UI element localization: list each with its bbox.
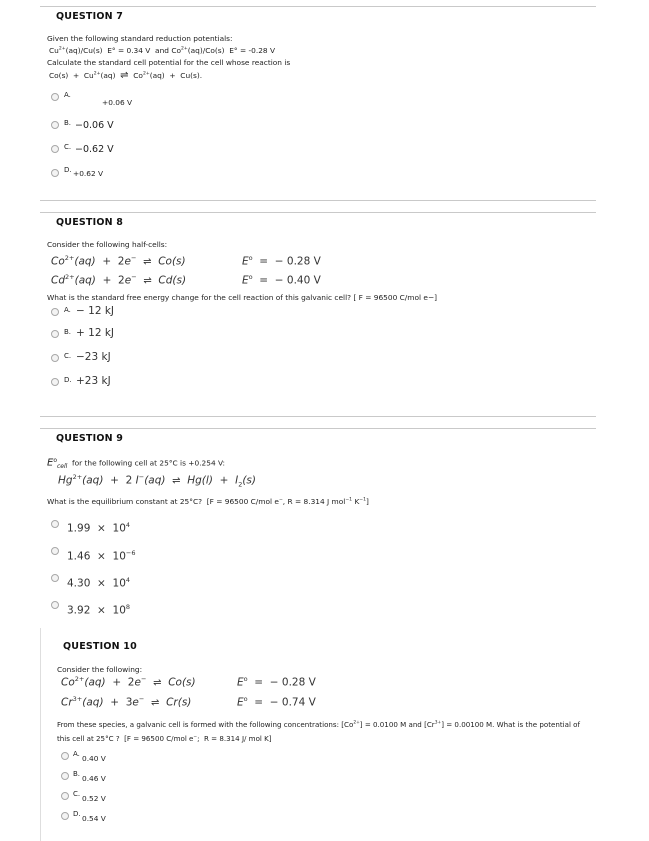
q9-option-b-radio[interactable] [51, 547, 59, 555]
q9-reaction: $Hg^{2+}(aq) + 2$ I−(aq) ⇌ $Hg(l) + I_2(s)$ [58, 473, 256, 489]
q9-option-d-radio[interactable] [51, 601, 59, 609]
q7-option-d-label: D. [64, 166, 72, 174]
q7-option-a-value: +0.06 V [102, 98, 133, 107]
q10-option-d-value: 0.54 V [82, 814, 106, 823]
q10-option-a-label: A. [73, 750, 80, 758]
q9-option-d-value: $3.92 \times 10^8$ [67, 603, 131, 617]
q10-half-cell-1: $Co^{2+}(aq) + 2e^-$ ⇌ Co(s) [61, 675, 196, 689]
q10-option-b-radio[interactable] [61, 772, 69, 780]
divider-q8 [40, 200, 596, 201]
q8-option-a-value: − 12 kJ [76, 305, 115, 317]
q10-half-cell-2: $Cr^{3+}(aq) + 3e^-$ ⇌ Cr(s) [61, 695, 192, 709]
q8-half-cell-1-potential: $E^o$ = − 0.28 V [242, 254, 321, 268]
q7-potentials: $Cu^{2+}(aq)/Cu(s) E^\circ = 0.34$ V and $Co^{2+}(aq)/Co(s) E^\circ = -0.28$ V [49, 46, 276, 55]
q10-option-b-value: 0.46 V [82, 774, 106, 783]
q7-intro: Given the following standard reduction potentials: [47, 34, 233, 43]
q8-half-cell-2-potential: $E^o$ = − 0.40 V [242, 273, 321, 287]
question-9-title: QUESTION 9 [56, 433, 124, 444]
q8-option-b-label: B. [64, 328, 72, 336]
q9-question: What is the equilibrium constant at 25°C? [F = 96500 C/mol e−, R = 8.314 J mol$^{-1}$ $K^{-1}$] [47, 497, 369, 506]
divider-q9-b [40, 428, 596, 429]
q9-option-a-radio[interactable] [51, 520, 59, 528]
q7-option-a-radio[interactable] [51, 93, 59, 101]
q10-option-c-value: 0.52 V [82, 794, 106, 803]
q8-option-d-label: D. [64, 376, 72, 384]
question-7-title: QUESTION 7 [56, 11, 124, 22]
q8-half-cell-1: $Co^{2+}(aq) + 2e^-$ ⇌ Co(s) [51, 254, 186, 268]
q8-option-c-radio[interactable] [51, 354, 59, 362]
q7-option-d-radio[interactable] [51, 169, 59, 177]
q7-option-a-label: A. [64, 91, 71, 99]
q10-intro: Consider the following: [57, 665, 143, 674]
q7-option-c-value: −0.62 V [75, 144, 114, 155]
q7-option-d-value: +0.62 V [73, 169, 104, 178]
q10-question-line-1: From these species, a galvanic cell is formed with the following concentrations: $[Co^{2+}] = 0.0100$ M and $[Cr^{3+}] = 0.00100$ M. What is the potential of [57, 720, 581, 729]
q8-intro: Consider the following half-cells: [47, 240, 168, 249]
q9-option-c-radio[interactable] [51, 574, 59, 582]
q10-option-c-label: C. [73, 790, 81, 798]
q7-option-c-radio[interactable] [51, 145, 59, 153]
q9-option-b-value: $1.46 \times 10^{-6}$ [67, 549, 136, 563]
q7-option-b-radio[interactable] [51, 121, 59, 129]
q10-half-cell-2-potential: $E^o$ = − 0.74 V [237, 695, 316, 709]
q10-option-b-label: B. [73, 770, 81, 778]
q10-option-a-radio[interactable] [61, 752, 69, 760]
q9-intro: $E^o_{cell}$ for the following cell at 25°C is +0.254 V: [47, 457, 225, 470]
q7-option-b-label: B. [64, 119, 72, 127]
q10-question-line-2: this cell at 25°C ? [F = 96500 C/mol e−; R = 8.314 J/ mol K] [57, 734, 272, 743]
q10-left-border [40, 628, 41, 841]
q7-option-c-label: C. [64, 143, 72, 151]
q10-option-a-value: 0.40 V [82, 754, 106, 763]
q9-option-a-value: $1.99 \times 10^4$ [67, 521, 131, 535]
q8-question: What is the standard free energy change for the cell reaction of this galvanic cell? [ F = 96500 C/mol e−] [47, 293, 438, 302]
q8-option-b-radio[interactable] [51, 330, 59, 338]
q8-half-cell-2: $Cd^{2+}(aq) + 2e^-$ ⇌ Cd(s) [51, 273, 187, 287]
q8-option-a-label: A. [64, 306, 71, 314]
q10-option-c-radio[interactable] [61, 792, 69, 800]
divider-q7 [40, 6, 596, 7]
q10-option-d-radio[interactable] [61, 812, 69, 820]
q8-option-b-value: + 12 kJ [76, 327, 115, 339]
q8-option-d-radio[interactable] [51, 378, 59, 386]
q10-option-d-label: D. [73, 810, 81, 818]
q8-option-d-value: +23 kJ [76, 375, 111, 387]
question-10-title: QUESTION 10 [63, 641, 137, 652]
q7-option-b-value: −0.06 V [75, 120, 114, 131]
q9-option-c-value: $4.30 \times 10^4$ [67, 576, 131, 590]
divider-q9 [40, 416, 596, 417]
q10-half-cell-1-potential: $E^o$ = − 0.28 V [237, 675, 316, 689]
question-8-title: QUESTION 8 [56, 217, 124, 228]
q7-prompt: Calculate the standard cell potential for the cell whose reaction is [47, 58, 291, 67]
q8-option-c-value: −23 kJ [76, 351, 111, 363]
divider-q8-b [40, 212, 596, 213]
q8-option-c-label: C. [64, 352, 72, 360]
q8-option-a-radio[interactable] [51, 308, 59, 316]
q7-reaction: $Co(s) + Cu^{2+}(aq)$ ⇌ $Co^{2+}(aq) + Cu(s)$. [49, 70, 203, 81]
